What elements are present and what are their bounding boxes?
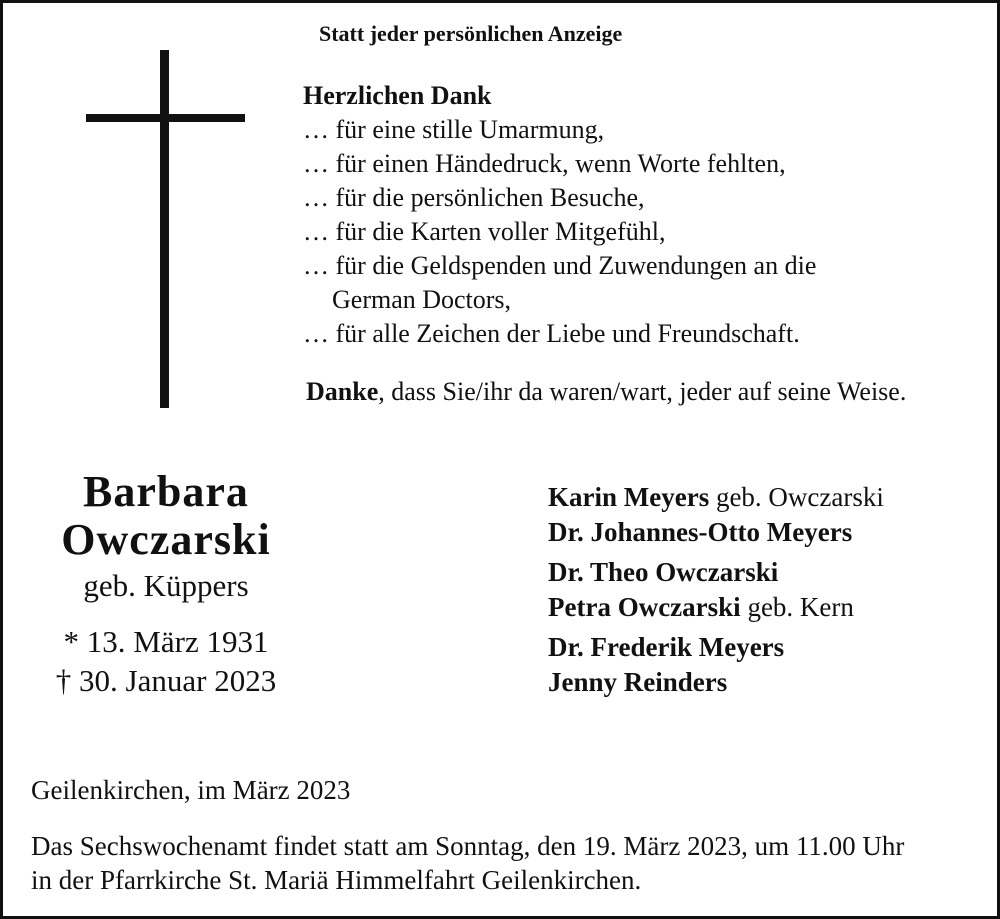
family-member: [548, 590, 884, 625]
family-list: [548, 480, 884, 700]
deceased-block: [23, 468, 309, 700]
deceased-maiden-name: geb. Küppers: [83, 568, 249, 603]
deceased-first-name: Barbara: [83, 467, 249, 516]
family-member-name: Dr. Frederik Meyers: [548, 632, 785, 662]
cross-horizontal-bar: [86, 114, 245, 122]
family-member: [548, 515, 884, 550]
mass-line: Das Sechswochenamt findet statt am Sonntag, den 19. März 2023, um 11.00 Uhr: [31, 831, 905, 861]
death-date: † 30. Januar 2023: [55, 663, 277, 698]
family-member: [548, 480, 884, 515]
thanks-block: [303, 79, 816, 351]
family-member-suffix: geb. Kern: [740, 592, 854, 622]
thanks-line: German Doctors,: [332, 285, 512, 314]
family-member-name: Dr. Theo Owczarski: [548, 557, 779, 587]
mass-announcement: [31, 829, 904, 897]
birth-date: * 13. März 1931: [63, 624, 269, 659]
family-member-name: Jenny Reinders: [548, 667, 728, 697]
family-member: [548, 555, 884, 590]
family-member-name: Petra Owczarski: [548, 592, 741, 622]
closing-thanks: [306, 377, 906, 407]
notice-heading: Statt jeder persönlichen Anzeige: [319, 21, 623, 46]
thanks-line: … für eine stille Umarmung,: [303, 115, 605, 144]
family-member: [548, 630, 884, 665]
dates-block: [23, 622, 309, 700]
family-member: [548, 665, 884, 700]
thanks-line: … für alle Zeichen der Liebe und Freundschaft.: [303, 319, 800, 348]
closing-thanks-text: , dass Sie/ihr da waren/wart, jeder auf seine Weise.: [378, 377, 907, 406]
closing-thanks-bold: Danke: [306, 377, 379, 406]
thanks-line: … für die persönlichen Besuche,: [303, 183, 645, 212]
mass-line: in der Pfarrkirche St. Mariä Himmelfahrt Geilenkirchen.: [31, 865, 642, 895]
cross-vertical-bar: [160, 50, 169, 408]
thanks-line: … für die Geldspenden und Zuwendungen an die: [303, 251, 817, 280]
family-member-suffix: geb. Owczarski: [709, 482, 884, 512]
thanks-line: … für einen Händedruck, wenn Worte fehlten,: [303, 149, 786, 178]
place-date: Geilenkirchen, im März 2023: [31, 775, 351, 805]
thanks-title: Herzlichen Dank: [303, 81, 492, 110]
thanks-line: … für die Karten voller Mitgefühl,: [303, 217, 666, 246]
family-member-name: Dr. Johannes-Otto Meyers: [548, 517, 853, 547]
deceased-last-name: Owczarski: [61, 515, 271, 564]
family-member-name: Karin Meyers: [548, 482, 710, 512]
